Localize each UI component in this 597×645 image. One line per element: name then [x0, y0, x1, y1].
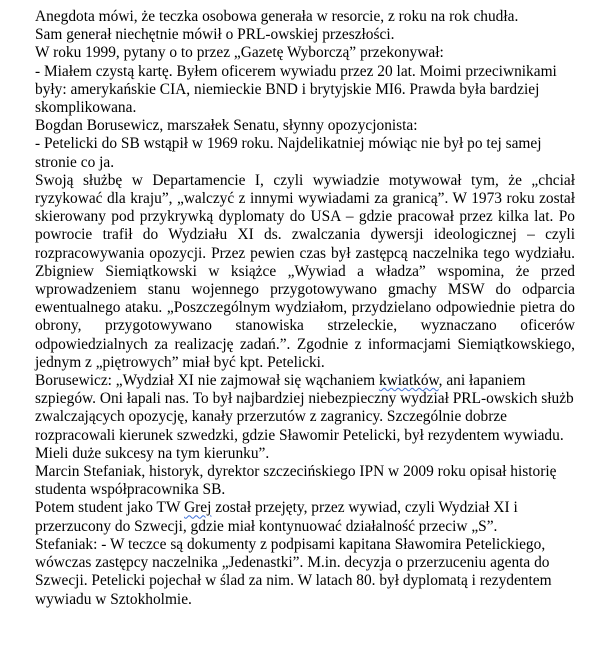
paragraph-9: Marcin Stefaniak, historyk, dyrektor szczecińskiego IPN w 2009 roku opisał historię studenta współpracownika SB.: [35, 463, 557, 499]
document-body: [35, 8, 575, 609]
paragraph-2: Sam generał niechętnie mówił o PRL-owskiej przeszłości.: [35, 26, 395, 44]
paragraph-8: [35, 372, 575, 463]
paragraph-6: - Petelicki do SB wstąpił w 1969 roku. Najdelikatniej mówiąc nie był po tej samej stronie co ja.: [35, 135, 542, 171]
paragraph-11: Stefaniak: - W teczce są dokumenty z podpisami kapitana Sławomira Petelickiego, wówczas zastępcy naczelnika „Jedenastki”. M.in. decyzja o przerzuceniu agenta do Szwecji. Petelicki pojechał w ślad za nim. W latach 80. był dyplomatą i rezydentem wywiadu w Sztokholmie.: [35, 535, 552, 608]
paragraph-4: - Miałem czystą kartę. Byłem oficerem wywiadu przez 20 lat. Moimi przeciwnikami były: amerykańskie CIA, niemieckie BND i brytyjskie MI6. Prawda była bardziej skomplikowana.: [35, 62, 557, 117]
paragraph-3: W roku 1999, pytany o to przez „Gazetę Wyborczą” przekonywał:: [35, 44, 444, 62]
paragraph-8-text-before: Borusewicz: „Wydział XI nie zajmował się wąchaniem: [35, 372, 379, 390]
paragraph-7: Swoją służbę w Departamencie I, czyli wywiadzie motywował tym, że „chciał ryzykować dla kraju”, „walczyć z innymi wywiadami za granicą”. W 1973 roku został skierowany pod przykrywką dyplomaty do USA – gdzie pracował przez kilka lat. Po powrocie trafił do Wydziału XI ds. zwalczania dywersji ideologicznej – czyli rozpracowywania opozycji. Przez pewien czas był zastępcą naczelnika tego wydziału. Zbigniew Siemiątkowski w książce „Wywiad a władza” wspomina, że przed wprowadzeniem stanu wojennego przygotowywano gmachy MSW do odparcia ewentualnego ataku. „Poszczególnym wydziałom, przydzielano odpowiednie pietra do obrony, przygotowywano stanowiska strzeleckie, wyznaczano oficerów odpowiedzialnych za realizację zadań.”. Zgodnie z informacjami Siemiątkowskiego, jednym z „piętrowych” miał być kpt. Petelicki.: [35, 171, 575, 371]
paragraph-1: Anegdota mówi, że teczka osobowa generała w resorcie, z roku na rok chudła.: [35, 8, 519, 25]
paragraph-10-text-before: Potem student jako TW: [35, 499, 185, 517]
paragraph-5: Bogdan Borusewicz, marszałek Senatu, słynny opozycjonista:: [35, 117, 418, 135]
paragraph-8-text-after: , ani łapaniem szpiegów. Oni łapali nas. To był najbardziej niebezpieczny wydział PRL-owskich służb zwalczających opozycję, kanały przerzutów z zagranicy. Szczególnie dobrze rozpracowali kierunek szwedzki, gdzie Sławomir Petelicki, był rezydentem wywiadu. Mieli duże sukcesy na tym kierunku”.: [35, 372, 574, 462]
spellcheck-flagged-word[interactable]: Grej: [184, 499, 212, 517]
spellcheck-flagged-word[interactable]: kwiatków: [378, 372, 439, 390]
paragraph-10: [35, 499, 575, 535]
paragraph-10-text-after: został przejęty, przez wywiad, czyli Wydział XI i przerzucony do Szwecji, gdzie miał kontynuować działalność przeciw „S”.: [35, 499, 518, 535]
